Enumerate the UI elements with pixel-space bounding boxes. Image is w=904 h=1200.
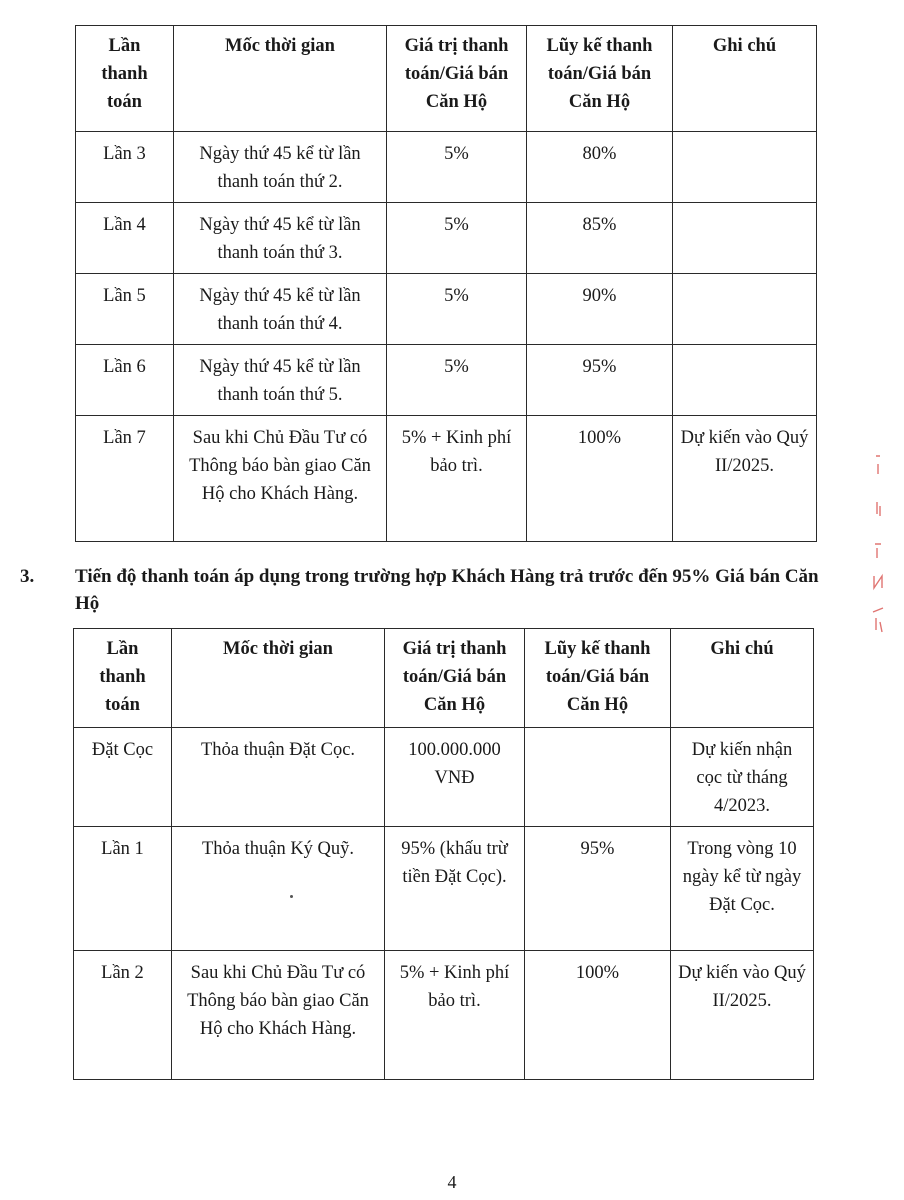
header-payment-installment: Lần thanh toán [76, 26, 174, 132]
section-title: Tiến độ thanh toán áp dụng trong trường hợp Khách Hàng trả trước đến 95% Giá bán Căn Hộ [75, 566, 819, 614]
cell-note [673, 345, 817, 416]
cell-note: Trong vòng 10 ngày kể từ ngày Đặt Cọc. [671, 827, 814, 951]
cell-payment-value: 5% [387, 203, 527, 274]
cell-note: Dự kiến vào Quý II/2025. [671, 951, 814, 1080]
cell-note: Dự kiến nhận cọc từ tháng 4/2023. [671, 728, 814, 827]
header-milestone: Mốc thời gian [174, 26, 387, 132]
header-payment-installment: Lần thanh toán [74, 629, 172, 728]
cell-payment-value: 95% (khấu trừ tiền Đặt Cọc). [385, 827, 525, 951]
cell-note [673, 132, 817, 203]
cell-installment: Đặt Cọc [74, 728, 172, 827]
header-payment-value: Giá trị thanh toán/Giá bán Căn Hộ [385, 629, 525, 728]
cell-milestone: Thỏa thuận Đặt Cọc. [172, 728, 385, 827]
cell-installment: Lần 3 [76, 132, 174, 203]
section-number: 3. [20, 566, 35, 587]
cell-cumulative: 85% [527, 203, 673, 274]
cell-note: Dự kiến vào Quý II/2025. [673, 416, 817, 542]
margin-stamp-mark [866, 452, 890, 642]
header-note: Ghi chú [673, 26, 817, 132]
header-milestone: Mốc thời gian [172, 629, 385, 728]
table-row [76, 203, 817, 274]
cell-payment-value: 5% + Kinh phí bảo trì. [387, 416, 527, 542]
table-header-row [76, 26, 817, 132]
table-row [76, 274, 817, 345]
cell-milestone: Sau khi Chủ Đầu Tư có Thông báo bàn giao Căn Hộ cho Khách Hàng. [172, 951, 385, 1080]
cell-milestone: Ngày thứ 45 kể từ lần thanh toán thứ 3. [174, 203, 387, 274]
cell-cumulative: 90% [527, 274, 673, 345]
cell-milestone: Ngày thứ 45 kể từ lần thanh toán thứ 2. [174, 132, 387, 203]
cell-installment: Lần 2 [74, 951, 172, 1080]
cell-milestone: Sau khi Chủ Đầu Tư có Thông báo bàn giao Căn Hộ cho Khách Hàng. [174, 416, 387, 542]
cell-payment-value: 5% [387, 345, 527, 416]
table-row [76, 345, 817, 416]
header-cumulative-payment: Lũy kế thanh toán/Giá bán Căn Hộ [527, 26, 673, 132]
table-row [74, 951, 814, 1080]
cell-milestone: Ngày thứ 45 kể từ lần thanh toán thứ 4. [174, 274, 387, 345]
cell-cumulative [525, 728, 671, 827]
table-header-row [74, 629, 814, 728]
cell-cumulative: 95% [525, 827, 671, 951]
payment-schedule-table-2 [73, 628, 814, 1080]
header-cumulative-payment: Lũy kế thanh toán/Giá bán Căn Hộ [525, 629, 671, 728]
table-row [74, 728, 814, 827]
page-number: 4 [447, 1172, 457, 1192]
cell-payment-value: 5% [387, 132, 527, 203]
cell-payment-value: 5% + Kinh phí bảo trì. [385, 951, 525, 1080]
cell-milestone: Ngày thứ 45 kể từ lần thanh toán thứ 5. [174, 345, 387, 416]
cell-payment-value: 5% [387, 274, 527, 345]
cell-cumulative: 100% [527, 416, 673, 542]
scan-speck [290, 895, 293, 898]
cell-note [673, 203, 817, 274]
cell-payment-value: 100.000.000 VNĐ [385, 728, 525, 827]
cell-cumulative: 95% [527, 345, 673, 416]
table-row [74, 827, 814, 951]
cell-installment: Lần 7 [76, 416, 174, 542]
table-row [76, 132, 817, 203]
cell-installment: Lần 6 [76, 345, 174, 416]
cell-installment: Lần 1 [74, 827, 172, 951]
payment-schedule-table-1 [75, 25, 817, 542]
header-payment-value: Giá trị thanh toán/Giá bán Căn Hộ [387, 26, 527, 132]
header-note: Ghi chú [671, 629, 814, 728]
cell-installment: Lần 5 [76, 274, 174, 345]
cell-milestone: Thỏa thuận Ký Quỹ. [172, 827, 385, 951]
cell-cumulative: 80% [527, 132, 673, 203]
cell-note [673, 274, 817, 345]
table-row [76, 416, 817, 542]
cell-cumulative: 100% [525, 951, 671, 1080]
cell-installment: Lần 4 [76, 203, 174, 274]
